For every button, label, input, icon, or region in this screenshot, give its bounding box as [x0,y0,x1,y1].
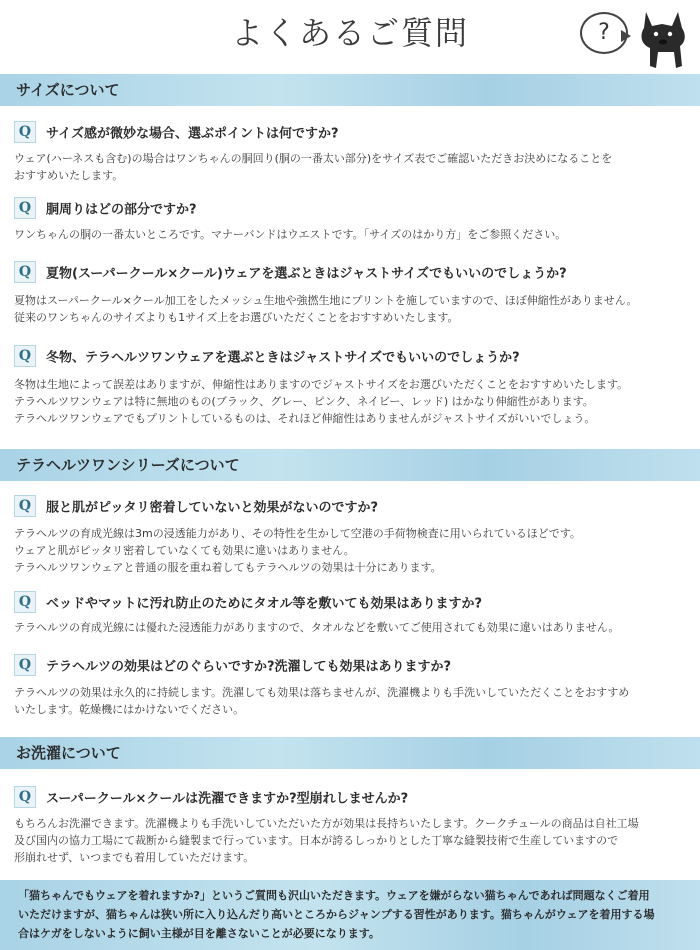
answer-summer-size: 夏物はスーパークール×クール加工をしたメッシュ生地や強撚生地にプリントを施していますので、ほぼ伸縮性がありません。 従来のワンちゃんのサイズよりも1サイズ上をお選びいただくことをおすすめいたします。 [14,294,638,324]
question-girth-part: Q 胴周りはどの部分ですか? [14,197,197,219]
q-mark-icon: Q [14,345,36,367]
question-effect-duration: Q テラヘルツの効果はどのぐらいですか?洗濯しても効果はありますか? [14,654,451,676]
q-mark-icon: Q [14,121,36,143]
q-mark-icon: Q [14,591,36,613]
question-washing: Q スーパークール×クールは洗濯できますか?型崩れしませんか? [14,786,408,808]
question-winter-size: Q 冬物、テラヘルツワンウェアを選ぶときはジャストサイズでもいいのでしょうか? [14,345,520,367]
question-bubble-icon: ? [580,12,628,54]
page-title: よくあるご質問 [230,14,469,52]
answer-skin-contact: テラヘルツの育成光線は3mの浸透能力があり、その特性を生かして空港の手荷物検査に用いられているほどです。 ウェアと肌がピッタリ密着していなくても効果に違いはありません。 テラヘルツワンウェアと普通の服を重ね着してもテラヘルツの効果は十分にあります。 [14,527,581,574]
question-towel: Q ベッドやマットに汚れ防止のためにタオル等を敷いても効果はありますか? [14,591,482,613]
q-mark-icon: Q [14,495,36,517]
answer-size-choice: ウェア(ハーネスも含む)の場合はワンちゃんの胴回り(胴の一番太い部分)をサイズ表でご確認いただきお決めになることを おすすめいたします。 [14,152,613,182]
answer-washing: もちろんお洗濯できます。洗濯機よりも手洗いしていただいた方が効果は長持ちいたします。クークチュールの商品は自社工場 及び国内の協力工場にて裁断から縫製まで行っています。日本が誇るしっかりとした丁寧な縫製技術で生産していますので 形崩れせず、いつまでも着用していただけます。 [14,817,639,864]
q-mark-icon: Q [14,197,36,219]
answer-towel: テラヘルツの育成光線には優れた浸透能力がありますので、タオルなどを敷いてご使用されても効果に違いはありません。 [14,621,620,634]
q-mark-icon: Q [14,261,36,283]
cat-note-line: 「猫ちゃんでもウェアを着れますか?」というご質問も沢山いただきます。ウェアを嫌がらない猫ちゃんであれば問題なくご着用 [18,889,650,902]
answer-girth-part: ワンちゃんの胴の一番太いところです。マナーバンドはウエストです。「サイズのはかり方」をご参照ください。 [14,228,567,241]
question-size-choice: Q サイズ感が微妙な場合、選ぶポイントは何ですか? [14,121,339,143]
question-skin-contact: Q 服と肌がピッタリ密着していないと効果がないのですか? [14,495,378,517]
answer-effect-duration: テラヘルツの効果は永久的に持続します。洗濯しても効果は落ちませんが、洗濯機よりも手洗いしていただくことをおすすめ いたします。乾燥機にはかけないでください。 [14,686,630,716]
q-mark-icon: Q [14,786,36,808]
section-heading-size: サイズについて [0,74,700,106]
cat-note-line: 合はケガをしないように飼い主様が目を離さないことが必要になります。 [18,927,380,940]
french-bulldog-icon [632,8,694,72]
q-mark-icon: Q [14,654,36,676]
section-heading-terahertz: テラヘルツワンシリーズについて [0,449,700,481]
cat-note-line: いただけますが、猫ちゃんは狭い所に入り込んだり高いところからジャンプする習性があります。猫ちゃんがウェアを着用する場 [18,908,655,921]
bubble-tail [621,30,631,42]
answer-winter-size: 冬物は生地によって誤差はありますが、伸縮性はありますのでジャストサイズをお選びいただくことをおすすめいたします。 テラヘルツワンウェアは特に無地のもの(ブラック、グレー、ピンク、ネイビー、レッド) はかなり伸縮性があります。 テラヘルツワンウェアでもプリントしているものは、それほど伸縮性はありませんがジャストサイズがいいでしょう。 [14,378,629,425]
section-heading-washing: お洗濯について [0,737,700,769]
question-summer-size: Q 夏物(スーパークール×クール)ウェアを選ぶときはジャストサイズでもいいのでしょうか? [14,261,567,283]
cat-note-banner [0,880,700,950]
